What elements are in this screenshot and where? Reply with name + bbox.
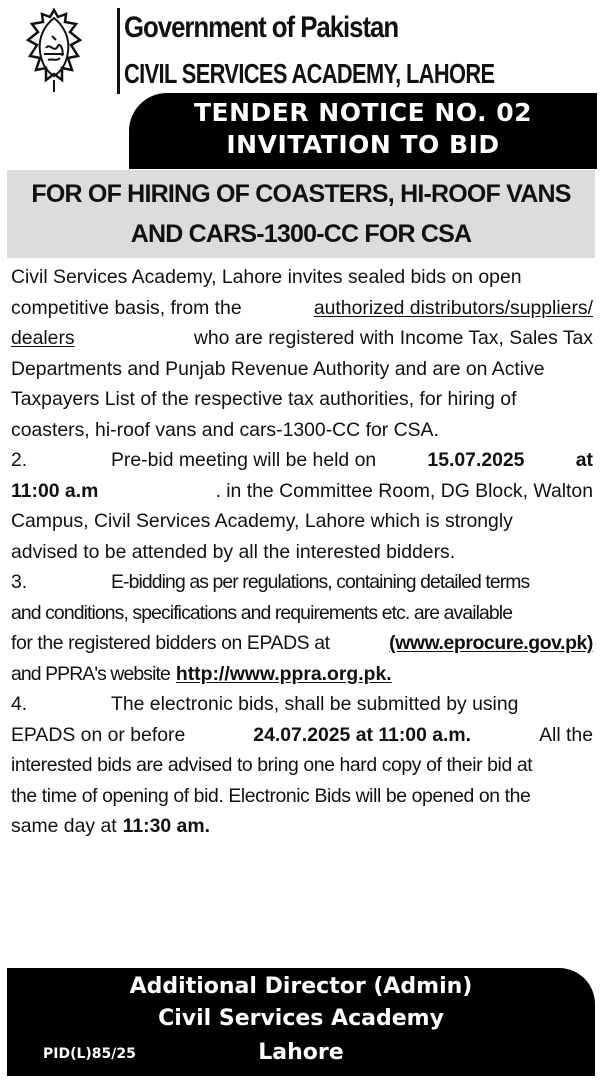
para4-line [11, 720, 593, 751]
text: Civil Services Academy, Lahore invites sealed bids on open [11, 266, 522, 288]
pid-code: PID(L)85/25 [43, 1046, 136, 1062]
text: at [575, 449, 593, 471]
text: the time of opening of bid. Electronic Bids will be opened on the [11, 784, 531, 807]
text: for the registered bidders on EPADS at [11, 632, 330, 654]
text: EPADS on or before [11, 723, 186, 746]
text: The electronic bids, shall be submitted by using [111, 693, 519, 715]
header-divider [117, 8, 120, 94]
para4-line [11, 689, 593, 720]
academy-title: CIVIL SERVICES ACADEMY, LAHORE [124, 58, 495, 89]
organization: Civil Services Academy [158, 1006, 444, 1031]
signature-box [7, 968, 595, 1076]
tender-number: TENDER NOTICE NO. 02 [193, 98, 533, 127]
emblem-calligraphy-icon [24, 8, 84, 94]
eprocure-link[interactable]: (www.eprocure.gov.pk) [389, 632, 593, 654]
text: who are registered with Income Tax, Sales Tax [193, 327, 593, 349]
para2-line [11, 506, 593, 537]
tender-title-box [129, 93, 597, 169]
submission-deadline: 24.07.2025 at 11:00 a.m. [253, 723, 472, 746]
text: Departments and Punjab Revenue Authority and are on Active [11, 357, 545, 380]
para4-line [11, 811, 593, 842]
para1-line [11, 384, 593, 415]
designation: Additional Director (Admin) [129, 974, 473, 999]
subject-line-2: AND CARS-1300-CC FOR CSA [130, 220, 472, 248]
para1-line [11, 262, 593, 293]
text: and conditions, specifications and requirements etc. are available [11, 601, 513, 624]
text: and PPRA's website [11, 662, 170, 685]
opening-time: 11:30 am. [122, 815, 210, 837]
para2-line [11, 476, 593, 507]
para3-line [11, 628, 593, 659]
text: advised to be attended by all the interested bidders. [11, 540, 456, 563]
invitation-title: INVITATION TO BID [226, 130, 500, 159]
text: coasters, hi-roof vans and cars-1300-CC for CSA. [11, 418, 439, 441]
para1-line [11, 354, 593, 385]
text: Pre-bid meeting will be held on [111, 449, 377, 471]
government-title: Government of Pakistan [124, 11, 399, 44]
subject-line-1: FOR OF HIRING OF COASTERS, HI-ROOF VANS [31, 180, 571, 208]
text: E-bidding as per regulations, containing detailed terms [111, 571, 530, 593]
notice-body [11, 262, 593, 842]
subject-band [7, 170, 595, 258]
ppra-link[interactable]: http://www.ppra.org.pk. [175, 662, 392, 685]
text: . in the Committee Room, DG Block, Walton [215, 479, 593, 502]
para2-line [11, 445, 593, 476]
para2-line [11, 537, 593, 568]
text: All the [539, 723, 593, 746]
notice-header [0, 0, 600, 101]
city: Lahore [258, 1040, 344, 1065]
prebid-time: 11:00 a.m [11, 479, 99, 502]
prebid-date: 15.07.2025 [427, 449, 525, 471]
dealers-text: dealers [11, 327, 75, 349]
text: interested bids are advised to bring one hard copy of their bid at [11, 754, 533, 776]
para3-line [11, 598, 593, 629]
para-number: 4. [11, 693, 28, 715]
para4-line [11, 750, 593, 781]
text: same day at [11, 815, 117, 837]
para1-line [11, 293, 593, 324]
para3-line [11, 567, 593, 598]
text: competitive basis, from the [11, 296, 242, 319]
para3-line [11, 659, 593, 690]
distributors-text: authorized distributors/suppliers/ [313, 296, 593, 319]
text: Campus, Civil Services Academy, Lahore which is strongly [11, 510, 513, 532]
para1-line [11, 415, 593, 446]
para-number: 3. [11, 571, 28, 593]
para4-line [11, 781, 593, 812]
text: Taxpayers List of the respective tax authorities, for hiring of [11, 388, 517, 410]
para1-line [11, 323, 593, 354]
para-number: 2. [11, 449, 28, 471]
